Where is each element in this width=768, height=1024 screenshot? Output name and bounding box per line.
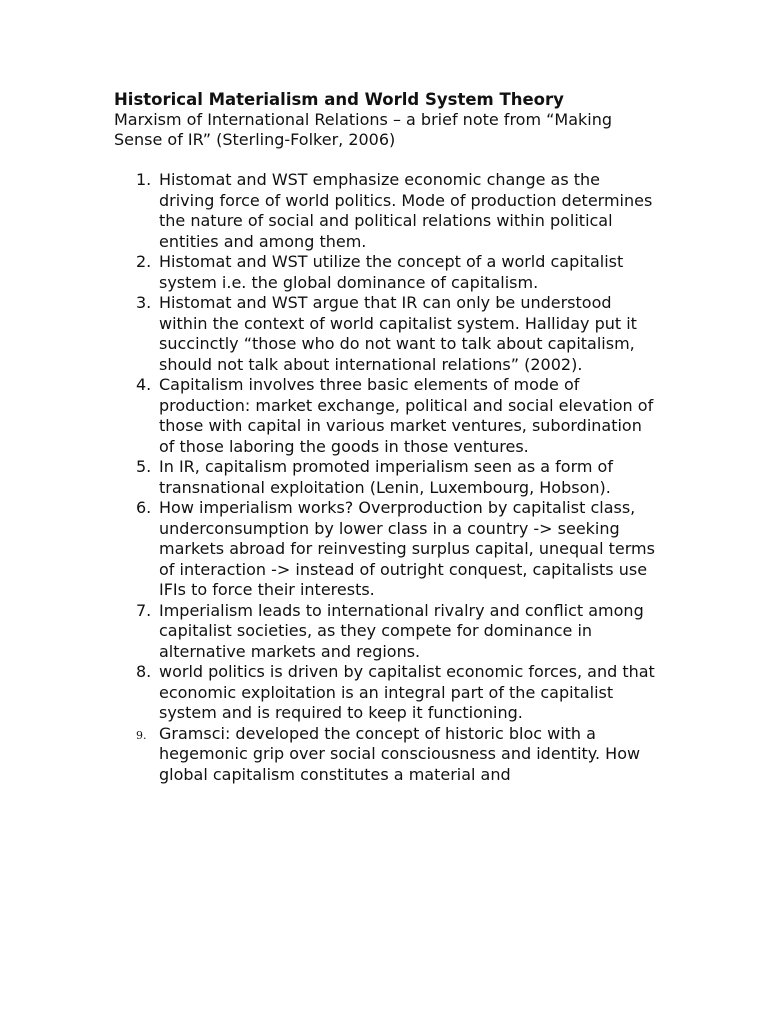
list-item-text: Histomat and WST emphasize economic change as the driving force of world politics. Mode of production determines the nature of social and political relations within political entities and among them.	[159, 170, 653, 251]
list-item-text: Gramsci: developed the concept of historic bloc with a hegemonic grip over social consciousness and identity. How global capitalism constitutes a material and	[159, 723, 641, 784]
list-item	[114, 375, 659, 457]
list-item-text: Imperialism leads to international rivalry and conflict among capitalist societies, as they compete for dominance in alternative markets and regions.	[159, 600, 644, 661]
document-page	[114, 90, 659, 785]
list-item-number: 4.	[136, 375, 152, 394]
document-title: Historical Materialism and World System Theory	[114, 90, 564, 109]
list-item	[114, 293, 659, 375]
numbered-note-list	[114, 170, 659, 785]
list-item-text: Capitalism involves three basic elements of mode of production: market exchange, political and social elevation of those with capital in various market ventures, subordination of those laboring the goods in those ventures.	[159, 375, 654, 456]
list-item-text: Histomat and WST utilize the concept of a world capitalist system i.e. the global dominance of capitalism.	[159, 252, 624, 292]
list-item	[114, 724, 659, 786]
list-item-text: In IR, capitalism promoted imperialism seen as a form of transnational exploitation (Lenin, Luxembourg, Hobson).	[159, 457, 613, 497]
list-item-number: 7.	[136, 600, 152, 620]
list-item-text: world politics is driven by capitalist economic forces, and that economic exploitation is an integral part of the capitalist system and is required to keep it functioning.	[159, 662, 655, 722]
list-item	[114, 662, 659, 724]
list-item	[114, 601, 659, 663]
list-item	[114, 170, 659, 252]
list-item-number: 9.	[136, 728, 147, 742]
list-item	[114, 498, 659, 601]
list-item-number: 6.	[136, 498, 152, 517]
list-item-text: How imperialism works? Overproduction by capitalist class, underconsumption by lower class in a country -> seeking markets abroad for reinvesting surplus capital, unequal terms of interaction -> instead of outright conquest, capitalists use IFIs to force their interests.	[159, 498, 655, 599]
list-item-number: 2.	[136, 252, 152, 271]
list-item-text: Histomat and WST argue that IR can only be understood within the context of world capitalist system. Halliday put it succinctly “those who do not want to talk about capitalism, should not talk about international relations” (2002).	[159, 293, 637, 374]
document-subtitle: Marxism of International Relations – a brief note from “Making Sense of IR” (Sterling-Folker, 2006)	[114, 110, 613, 149]
list-item-number: 5.	[136, 457, 152, 476]
list-item-number: 3.	[136, 293, 152, 312]
list-item	[114, 252, 659, 293]
list-item-number: 1.	[136, 170, 152, 189]
list-item-number: 8.	[136, 662, 152, 681]
list-item	[114, 457, 659, 498]
